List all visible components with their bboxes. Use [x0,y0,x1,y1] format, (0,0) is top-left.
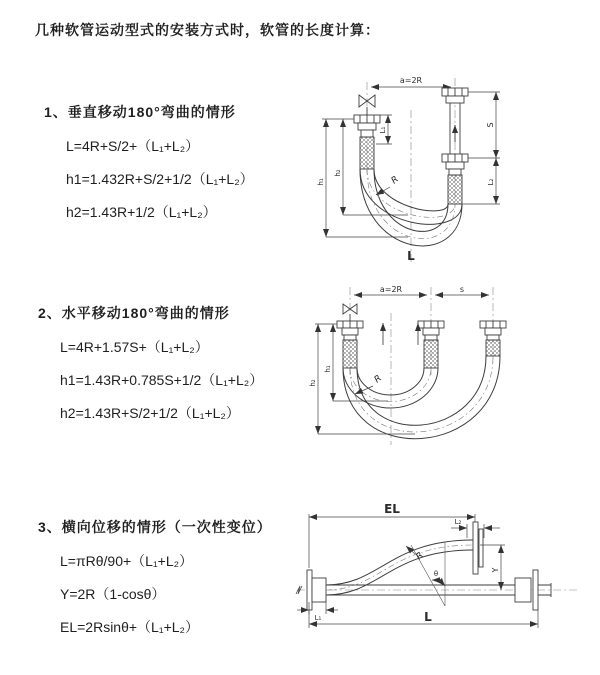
section-3-heading: 3、横向位移的情形（一次性变位） [38,519,272,535]
dim-label-s: S [486,122,495,128]
angle-construction [411,542,445,606]
dim-label-l1: L₁ [379,126,387,134]
radius-callout [376,175,401,195]
formula: h2=1.43R+1/2（L₁+L₂） [66,204,217,220]
section-3-formulas [60,545,272,644]
hose-centerlines [350,356,493,432]
section-2-heading: 2、水平移动180°弯曲的情形 [38,305,230,321]
dim-label-el: EL [384,502,400,516]
left-flange-assembly [307,570,326,610]
dimension-a2r-s [354,285,489,295]
dim-label-s: s [459,285,465,294]
section-2-formulas [60,331,263,430]
right-upper-flange [473,522,483,574]
braid-section [448,175,462,204]
flange-assemblies [337,321,506,368]
formula: L=πRθ/90+（L₁+L₂） [60,553,194,569]
dimension-l1 [297,600,338,622]
formula: h1=1.432R+S/2+1/2（L₁+L₂） [66,171,254,187]
diagram-lateral-displacement [295,498,595,648]
section-2 [38,303,263,430]
formula: L=4R+S/2+（L₁+L₂） [66,138,200,154]
diagram-horizontal-180-bend [303,283,593,453]
radius-callout [355,374,384,394]
hose-s-curve [326,540,473,595]
dimension-el [309,502,475,568]
hose-centerline [326,545,473,590]
radius-label: R [414,550,426,563]
angle-label: θ [433,570,439,578]
formula: h2=1.43R+S/2+1/2（L₁+L₂） [60,405,240,421]
section-1-formulas [66,130,254,229]
left-flange-assembly [354,115,380,169]
dim-label-y: Y [491,567,500,573]
dim-label-l1: L₁ [314,614,322,622]
centerlines [350,287,493,445]
section-1 [44,102,254,229]
length-label: L [407,249,415,263]
dim-label-h1: h₁ [317,178,325,186]
dim-label-a2r: a=2R [379,285,403,294]
dim-label-a2r: a=2R [399,76,423,85]
radius-label: R [372,373,384,386]
dimension-a2r [371,76,451,87]
radius-label: R [389,174,401,187]
section-1-heading: 1、垂直移动180°弯曲的情形 [44,104,236,120]
page-title: 几种软管运动型式的安装方式时，软管的长度计算： [35,22,380,38]
section-3 [38,517,272,644]
formula: Y=2R（1-cosθ） [60,586,166,602]
formula: h1=1.43R+0.785S+1/2（L₁+L₂） [60,372,264,388]
centerlines [367,78,455,262]
formula: L=4R+1.57S+（L₁+L₂） [60,339,209,355]
dim-label-l2: L₂ [454,518,462,526]
dimension-l [309,610,538,628]
dim-label-l2: L₂ [487,178,495,186]
dim-label-h2: h₂ [334,169,342,177]
dimension-y [480,545,505,590]
formula: EL=2Rsinθ+（L₁+L₂） [60,619,199,635]
diagram-vertical-180-bend [310,70,590,265]
length-label: L [424,610,432,624]
braid-section [360,137,374,169]
dim-label-h2: h₂ [309,379,317,387]
dimension-h1-h2 [309,324,415,434]
dimension-s-l2 [462,92,500,204]
hose-arcs [343,356,500,439]
reference-arrows [383,323,418,345]
right-lower-flange-assembly [515,570,551,610]
dim-label-h1: h₁ [324,365,332,373]
